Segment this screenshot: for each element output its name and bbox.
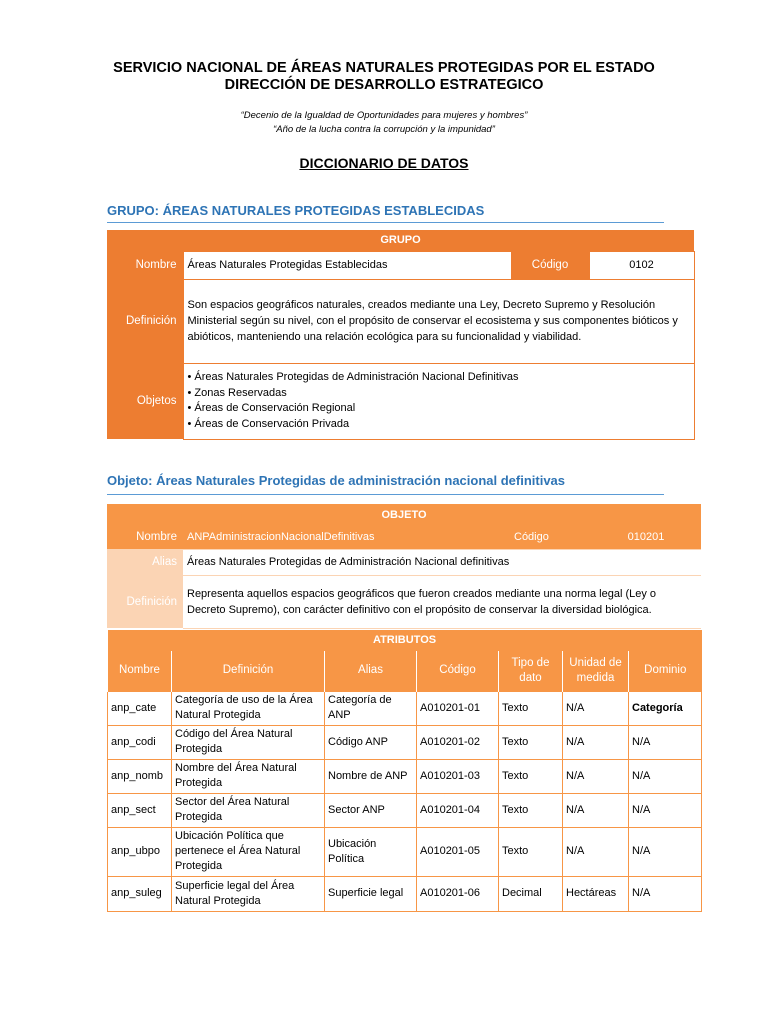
table-row [108,793,702,827]
table-cell: Superficie legal del Área Natural Protegida [172,876,325,911]
objeto-heading: Objeto: Áreas Naturales Protegidas de administración nacional definitivas [107,473,566,488]
table-cell: Superficie legal [325,876,417,911]
grupo-codigo-label: Código [511,251,589,279]
atributos-table [107,630,701,911]
table-cell: Texto [499,827,563,876]
table-cell: anp_suleg [108,876,172,911]
document-title-text: DICCIONARIO DE DATOS [299,155,469,171]
table-row [108,759,702,793]
table-cell: Nombre de ANP [325,759,417,793]
department-name: DIRECCIÓN DE DESARROLLO ESTRATEGICO [224,77,544,93]
table-cell: Texto [499,759,563,793]
table-cell: Sector del Área Natural Protegida [172,793,325,827]
institution-name: SERVICIO NACIONAL DE ÁREAS NATURALES PROTEGIDAS POR EL ESTADO [113,60,655,76]
table-cell: Texto [499,793,563,827]
column-header: Nombre [108,651,172,691]
table-row [108,876,702,911]
objeto-definicion-label: Definición [107,575,183,628]
column-header: Dominio [629,651,702,691]
table-cell: A010201-03 [417,759,499,793]
column-header: Tipo de dato [499,651,563,691]
table-row [108,691,702,725]
table-cell: N/A [563,759,629,793]
year-quote: “Año de la lucha contra la corrupción y la impunidad” [273,124,495,135]
table-cell: anp_codi [108,725,172,759]
grupo-objetos-value [183,363,694,439]
objeto-heading-rule [107,494,664,495]
objeto-alias-value: Áreas Naturales Protegidas de Administración Nacional definitivas [183,549,701,575]
table-cell: anp_ubpo [108,827,172,876]
atributos-header-row [108,651,702,691]
table-cell: Categoría de ANP [325,691,417,725]
table-cell: anp_nomb [108,759,172,793]
table-cell: A010201-04 [417,793,499,827]
grupo-nombre-label: Nombre [107,251,183,279]
decade-quote: “Decenio de la Igualdad de Oportunidades para mujeres y hombres” [240,110,528,121]
grupo-band: GRUPO [107,230,694,251]
table-cell: N/A [563,691,629,725]
table-cell: anp_cate [108,691,172,725]
grupo-definicion-label: Definición [107,279,183,363]
grupo-table [107,230,694,439]
grupo-definicion-value: Son espacios geográficos naturales, creados mediante una Ley, Decreto Supremo y Resolución Ministerial según su nivel, con el propósito de conservar el ecosistema y sus componentes bióticos y abióticos, manteniendo una relación ecológica para su funcionalidad y viabilidad. [183,279,694,363]
table-cell: Código ANP [325,725,417,759]
table-cell: N/A [629,793,702,827]
objetos-list-item: • Zonas Reservadas [187,386,287,399]
column-header: Definición [172,651,325,691]
table-cell: N/A [563,793,629,827]
objeto-codigo-label: Código [510,525,591,549]
column-header: Alias [325,651,417,691]
table-row [108,725,702,759]
grupo-nombre-value: Áreas Naturales Protegidas Establecidas [183,251,511,279]
grupo-heading-rule [107,222,664,223]
table-cell: Nombre del Área Natural Protegida [172,759,325,793]
table-cell: anp_sect [108,793,172,827]
table-cell: Decimal [499,876,563,911]
objeto-alias-label: Alias [107,549,183,575]
objeto-table [107,504,701,628]
objetos-list-item: • Áreas de Conservación Regional [187,402,356,414]
table-cell: Ubicación Política [325,827,417,876]
table-cell: Categoría de uso de la Área Natural Protegida [172,691,325,725]
objeto-band: OBJETO [107,504,701,525]
objeto-nombre-label: Nombre [107,525,183,549]
objeto-codigo-value: 010201 [591,525,701,549]
table-cell: N/A [629,876,702,911]
table-cell: A010201-02 [417,725,499,759]
grupo-heading: GRUPO: ÁREAS NATURALES PROTEGIDAS ESTABLECIDAS [107,203,485,218]
document-title [0,155,768,171]
table-cell: N/A [629,827,702,876]
table-cell: Sector ANP [325,793,417,827]
table-cell: Texto [499,691,563,725]
table-row [108,827,702,876]
table-cell: A010201-01 [417,691,499,725]
table-cell: N/A [629,759,702,793]
grupo-codigo-value: 0102 [589,251,694,279]
table-cell: N/A [563,827,629,876]
objeto-definicion-value: Representa aquellos espacios geográficos que fueron creados mediante una norma legal (Ley o Decreto Supremo), con carácter definitivo con el propósito de conservar la diversidad biológica. [183,575,701,628]
table-cell: Código del Área Natural Protegida [172,725,325,759]
atributos-band: ATRIBUTOS [108,630,702,651]
table-cell: A010201-06 [417,876,499,911]
table-cell: Texto [499,725,563,759]
table-cell: N/A [563,725,629,759]
table-cell: N/A [629,725,702,759]
objeto-nombre-value: ANPAdministracionNacionalDefinitivas [183,525,510,549]
objetos-list [188,370,690,432]
column-header: Unidad de medida [563,651,629,691]
table-cell: Ubicación Política que pertenece el Área Natural Protegida [172,827,325,876]
objetos-list-item: • Áreas Naturales Protegidas de Administración Nacional Definitivas [187,371,519,383]
table-cell: Categoría [629,691,702,725]
objetos-list-item: • Áreas de Conservación Privada [187,417,350,430]
column-header: Código [417,651,499,691]
grupo-objetos-label: Objetos [107,363,183,439]
table-cell: Hectáreas [563,876,629,911]
table-cell: A010201-05 [417,827,499,876]
